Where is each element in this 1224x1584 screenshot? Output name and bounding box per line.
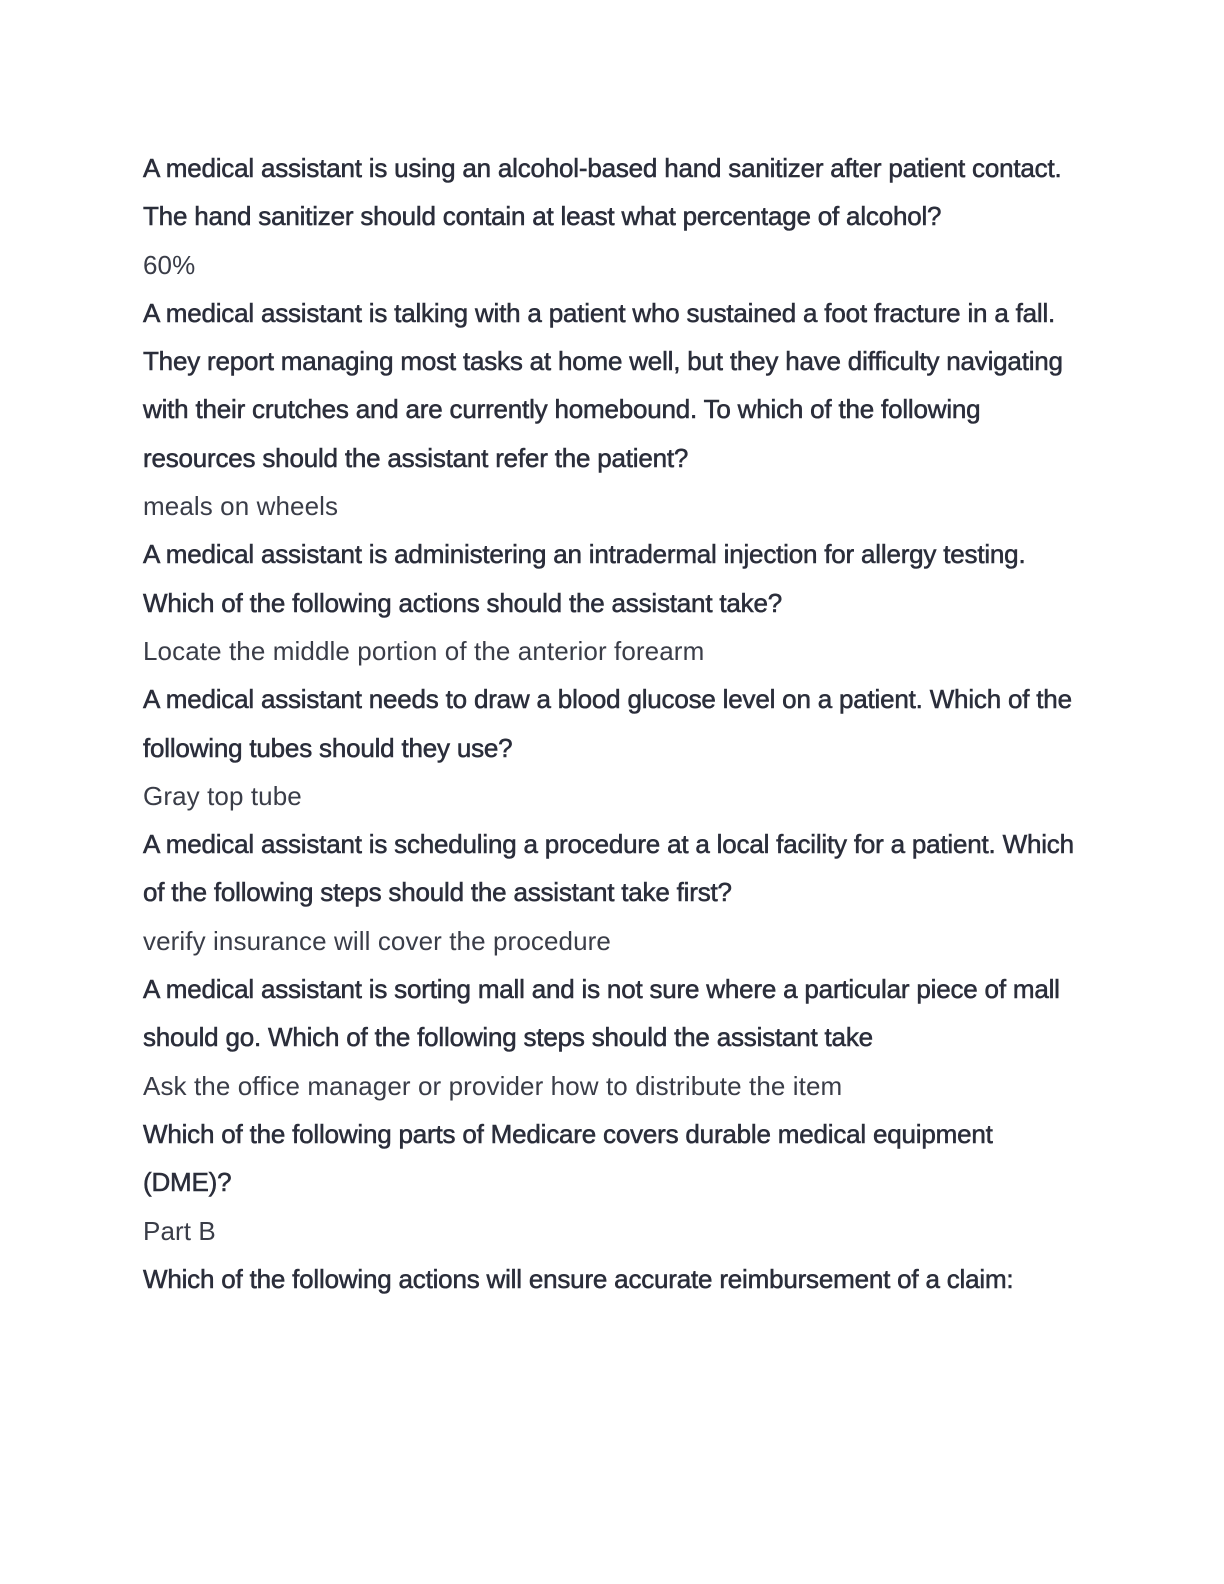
answer-6: Ask the office manager or provider how to distribute the item (143, 1070, 843, 1101)
answer-1: 60% (143, 249, 196, 280)
answer-2: meals on wheels (143, 491, 339, 522)
question-7: Which of the following parts of Medicare covers durable medical equipment (DME)? (143, 1118, 993, 1198)
answer-3: Locate the middle portion of the anterior forearm (143, 635, 705, 666)
qa-list (143, 144, 1083, 1303)
question-4: A medical assistant needs to draw a blood glucose level on a patient. Which of the following tubes should they use? (143, 684, 1072, 763)
question-5: A medical assistant is scheduling a procedure at a local facility for a patient. Which of the following steps should the assistant take first? (143, 829, 1074, 908)
question-8: Which of the following actions will ensure accurate reimbursement of a claim: (143, 1263, 1014, 1294)
question-6: A medical assistant is sorting mall and is not sure where a particular piece of mall should go. Which of the following steps should the assistant take (143, 974, 1060, 1053)
answer-4: Gray top tube (143, 780, 302, 811)
answer-7: Part B (143, 1215, 216, 1246)
question-2: A medical assistant is talking with a patient who sustained a foot fracture in a fall. They report managing most tasks at home well, but they have difficulty navigating with their crutches and are currently homebound. To which of the following resources should the assistant refer the patient? (143, 297, 1063, 473)
question-1: A medical assistant is using an alcohol-based hand sanitizer after patient contact. The hand sanitizer should contain at least what percentage of alcohol? (143, 153, 1062, 232)
question-3: A medical assistant is administering an intradermal injection for allergy testing. Which of the following actions should the assistant take? (143, 539, 1026, 618)
answer-5: verify insurance will cover the procedure (143, 925, 611, 956)
